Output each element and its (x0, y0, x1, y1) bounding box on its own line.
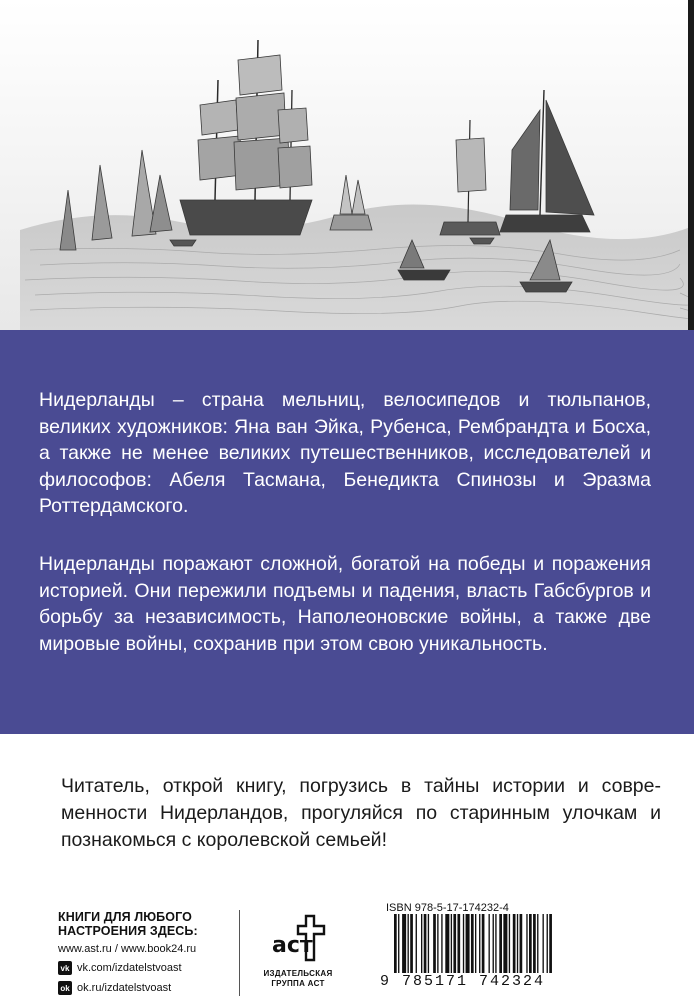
ships-engraving (0, 0, 694, 330)
vk-link[interactable] (58, 961, 198, 975)
vk-icon: vk (58, 961, 72, 975)
website-links[interactable]: www.ast.ru / www.book24.ru (58, 943, 197, 955)
ok-link[interactable] (58, 981, 198, 995)
publisher-logo (252, 912, 344, 989)
description-paragraph-2: Нидерланды поражают сложной, богатой на победы и поражения историей. Они пережили подъемы и падения, власть Габсбургов и борьбу за независимость, Наполеоновские войны, а также две мировые войны, сохранив при этом свою уникальность. (39, 553, 651, 655)
vk-url[interactable]: vk.com/izdatelstvoast (77, 962, 182, 974)
cover-edge (688, 0, 694, 330)
ast-logo-icon (268, 912, 328, 964)
ok-url[interactable]: ok.ru/izdatelstvoast (77, 982, 172, 994)
barcode-digits: 9 785171 742324 (380, 973, 610, 995)
reader-invitation: Читатель, открой книгу, погрузись в тайны истории и современности Нидерландов, прогуляйся по старинным улочкам и познакомься с королевской семьей! (61, 775, 661, 851)
promo-heading-line-2: НАСТРОЕНИЯ ЗДЕСЬ: (58, 924, 198, 938)
ok-icon: ok (58, 981, 72, 995)
publisher-caption (252, 969, 344, 989)
isbn-label: ISBN 978-5-17-174232-4 (386, 902, 509, 914)
description-band (0, 330, 694, 734)
publisher-caption-line-1: ИЗДАТЕЛЬСКАЯ (263, 969, 333, 978)
promo-heading-line-1: КНИГИ ДЛЯ ЛЮБОГО (58, 910, 192, 924)
promo-block (58, 910, 198, 995)
promo-heading (58, 910, 198, 938)
publisher-caption-line-2: ГРУППА АСТ (271, 979, 325, 988)
promo-divider (239, 910, 240, 996)
description-paragraph-1: Нидерланды – страна мельниц, велосипедов и тюльпанов, великих художников: Яна ван Эйка, Рубенса, Рембрандта и Босха, а также не менее великих путешественников, исследователей и философов: Абеля Тасмана, Бенедикта Спинозы и Эразма Роттердамского. (39, 389, 651, 517)
logo-wordmark: acт (272, 933, 313, 958)
